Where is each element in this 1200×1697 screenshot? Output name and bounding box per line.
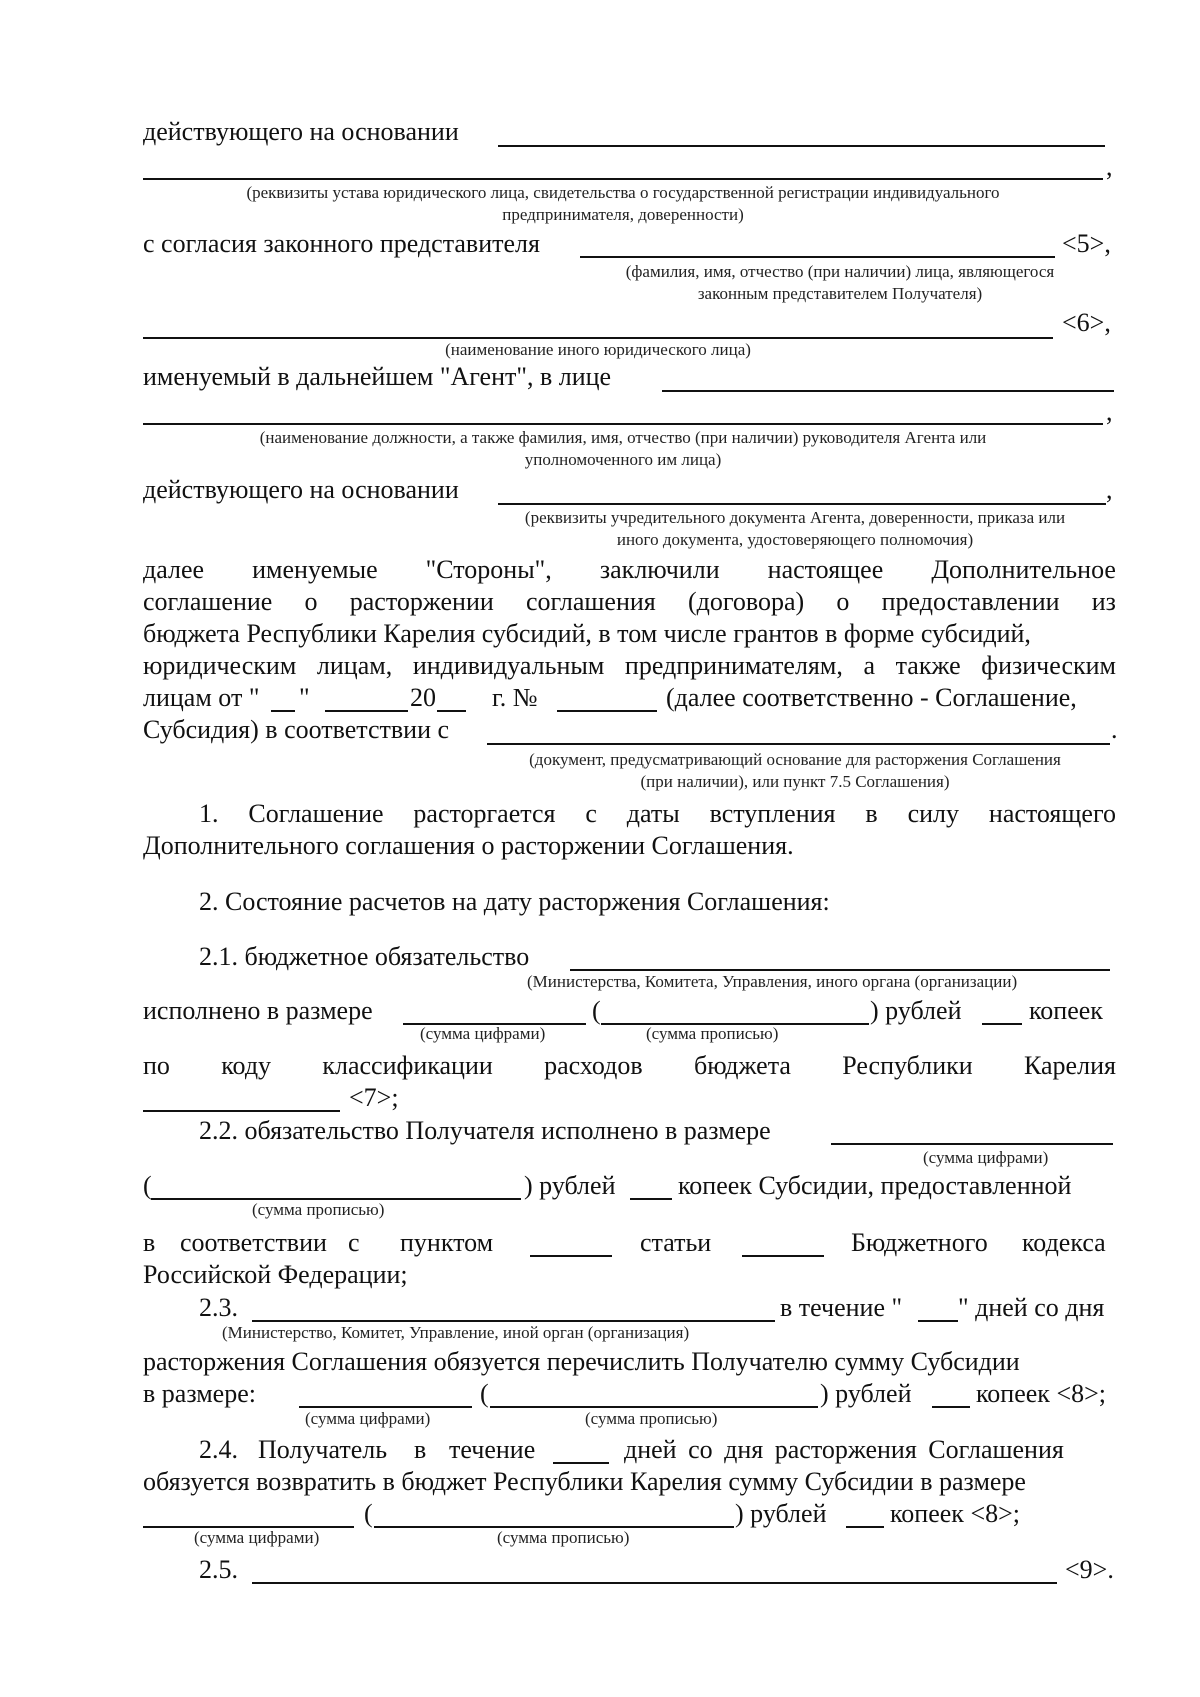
kopecks-subsidy-text: копеек Субсидии, предоставленной	[678, 1171, 1072, 1200]
word: а	[863, 651, 875, 680]
art-g: кодекса	[1022, 1228, 1106, 1257]
basis-field[interactable]	[498, 145, 1105, 147]
art-f: Бюджетного	[851, 1228, 988, 1257]
date-quote: "	[299, 683, 310, 712]
art-e: статьи	[640, 1228, 712, 1257]
caption-words: (сумма прописью)	[646, 1024, 779, 1043]
word: вступления	[709, 799, 836, 828]
clause-2-3-label: 2.3.	[199, 1293, 238, 1322]
word: также	[895, 651, 961, 680]
caption-legal-rep-2: законным представителем Получателя)	[697, 284, 983, 303]
note-5: <5>,	[1062, 229, 1111, 258]
word: 1.	[199, 799, 219, 828]
word: (договора)	[687, 587, 805, 616]
word: о	[836, 587, 850, 616]
legal-rep-field[interactable]	[580, 256, 1055, 258]
preamble-line-4	[143, 651, 1116, 681]
caption-legal-rep-1: (фамилия, имя, отчество (при наличии) лица, являющегося	[625, 262, 1055, 281]
clause-2-2-label: 2.2. обязательство Получателя исполнено в размере	[199, 1116, 771, 1145]
word: именуемые	[252, 555, 378, 584]
agent-basis-field[interactable]	[498, 503, 1106, 505]
caption-digits: (сумма цифрами)	[420, 1024, 546, 1043]
days-label: " дней со дня	[958, 1293, 1105, 1322]
caption-charter: (реквизиты устава юридического лица, свидетельства о государственной регистрации индивидуального	[246, 183, 1000, 202]
authority-field-2[interactable]	[252, 1320, 775, 1322]
kopecks-field[interactable]	[982, 1023, 1022, 1025]
word: расторжении	[349, 587, 494, 616]
word: соглашение	[143, 587, 273, 616]
kopecks-field-4[interactable]	[846, 1526, 884, 1528]
kopecks-label: копеек	[1029, 996, 1103, 1025]
word: расторгается	[413, 799, 556, 828]
word: "Стороны",	[425, 555, 552, 584]
comma-2: ,	[1106, 397, 1113, 426]
word: настоящего	[988, 799, 1116, 828]
caption-basis-1: (документ, предусматривающий основание для расторжения Соглашения	[529, 750, 1061, 769]
word: в	[865, 799, 878, 828]
other-provisions-field[interactable]	[252, 1582, 1057, 1584]
year-prefix: 20	[410, 683, 436, 712]
word: далее	[143, 555, 205, 584]
transfer-amount-words-field[interactable]	[490, 1406, 818, 1408]
budget-code-line	[143, 1051, 1116, 1081]
word: Соглашение	[248, 799, 384, 828]
clause-2-1-label: 2.1. бюджетное обязательство	[199, 942, 530, 971]
transfer-amount-digits-field[interactable]	[299, 1406, 472, 1408]
rubles-label-2: ) рублей	[524, 1171, 616, 1200]
open-paren-3: (	[480, 1379, 489, 1408]
article-number-field[interactable]	[742, 1255, 824, 1257]
word: Карелия	[1024, 1051, 1116, 1080]
word: индивидуальным	[412, 651, 605, 680]
return-days-field[interactable]	[553, 1462, 609, 1464]
rubles-label: ) рублей	[870, 996, 962, 1025]
word: из	[1091, 587, 1116, 616]
c24-b: Получатель	[258, 1435, 388, 1464]
agent-head-field[interactable]	[143, 423, 1103, 425]
note-6: <6>,	[1062, 308, 1111, 337]
comma-3: ,	[1106, 475, 1113, 504]
date-prefix: лицам от "	[143, 683, 260, 712]
basis-label: действующего на основании	[143, 117, 459, 146]
authority-field[interactable]	[570, 969, 1110, 971]
open-paren: (	[592, 996, 601, 1025]
word: расходов	[544, 1051, 643, 1080]
kopecks-note-8: копеек <8>;	[976, 1379, 1106, 1408]
art-d: пунктом	[400, 1228, 494, 1257]
comma: ,	[1106, 152, 1113, 181]
art-a: в	[143, 1228, 156, 1257]
basis-doc-label: Субсидия) в соответствии с	[143, 715, 450, 744]
kopecks-field-2[interactable]	[630, 1198, 672, 1200]
month-field[interactable]	[325, 710, 408, 712]
art-c: с	[348, 1228, 360, 1257]
kopecks-field-3[interactable]	[932, 1406, 970, 1408]
word: Республики	[842, 1051, 973, 1080]
word: Дополнительное	[931, 555, 1116, 584]
word: классификации	[322, 1051, 493, 1080]
day-field[interactable]	[271, 710, 295, 712]
c24-e: дней со дня расторжения Соглашения	[624, 1435, 1064, 1464]
caption-charter-2: предпринимателя, доверенности)	[502, 205, 744, 224]
caption-authority: (Министерства, Комитета, Управления, иного органа (организации)	[527, 972, 1018, 991]
number-label: г. №	[492, 683, 538, 712]
word: бюджета	[693, 1051, 791, 1080]
period: .	[1111, 715, 1118, 744]
basis-label-2: действующего на основании	[143, 475, 459, 504]
within-label: в течение "	[780, 1293, 903, 1322]
days-field[interactable]	[918, 1320, 958, 1322]
clause-1-line-2: Дополнительного соглашения о расторжении Соглашения.	[143, 831, 794, 860]
word: предпринимателям,	[624, 651, 843, 680]
other-entity-field[interactable]	[143, 337, 1053, 339]
word: заключили	[599, 555, 720, 584]
clause-2-heading: 2. Состояние расчетов на дату расторжения Соглашения:	[199, 887, 830, 916]
note-7: <7>;	[349, 1083, 399, 1112]
agreement-number-field[interactable]	[557, 710, 657, 712]
caption-digits-2: (сумма цифрами)	[923, 1148, 1049, 1167]
clause-1-line-1	[199, 799, 1116, 829]
c24-c: в	[414, 1435, 427, 1464]
word: лицам,	[316, 651, 393, 680]
clause-2-4-line-2: обязуется возвратить в бюджет Республики Карелия сумму Субсидии в размере	[143, 1467, 1026, 1496]
word: о	[304, 587, 318, 616]
budget-code-field[interactable]	[143, 1110, 340, 1112]
consent-label: с согласия законного представителя	[143, 229, 540, 258]
caption-agent-doc-2: иного документа, удостоверяющего полномочия)	[616, 530, 974, 549]
word: даты	[626, 799, 680, 828]
word: по	[143, 1051, 170, 1080]
clause-2-3-line-2: расторжения Соглашения обязуется перечислить Получателю сумму Субсидии	[143, 1347, 1020, 1376]
date-suffix: (далее соответственно - Соглашение,	[666, 683, 1077, 712]
word: юридическим	[143, 651, 297, 680]
caption-basis-2: (при наличии), или пункт 7.5 Соглашения)	[640, 772, 950, 791]
agent-label: именуемый в дальнейшем "Агент", в лице	[143, 362, 612, 391]
caption-agent-head-2: уполномоченного им лица)	[524, 450, 722, 469]
c24-a: 2.4.	[199, 1435, 238, 1464]
word: коду	[221, 1051, 272, 1080]
caption-agent-head-1: (наименование должности, а также фамилия, имя, отчество (при наличии) руководителя Агента или	[259, 428, 987, 447]
preamble-line-2	[143, 587, 1116, 617]
word: силу	[907, 799, 960, 828]
paragraph-number-field[interactable]	[530, 1255, 612, 1257]
word: настоящее	[767, 555, 884, 584]
caption-digits-3: (сумма цифрами)	[305, 1409, 431, 1428]
caption-authority-2: (Министерство, Комитет, Управление, иной орган (организация)	[222, 1323, 690, 1342]
caption-words-2: (сумма прописью)	[252, 1200, 385, 1219]
note-9: <9>.	[1065, 1555, 1114, 1584]
caption-other-entity: (наименование иного юридического лица)	[445, 340, 751, 359]
executed-label: исполнено в размере	[143, 996, 373, 1025]
charter-details-field[interactable]	[143, 178, 1103, 180]
year-field[interactable]	[437, 710, 466, 712]
open-paren-4: (	[364, 1499, 373, 1528]
caption-digits-4: (сумма цифрами)	[194, 1528, 320, 1547]
rubles-label-4: ) рублей	[735, 1499, 827, 1528]
rubles-label-3: ) рублей	[820, 1379, 912, 1408]
caption-words-3: (сумма прописью)	[585, 1409, 718, 1428]
word: предоставлении	[881, 587, 1060, 616]
amount-label: в размере:	[143, 1379, 256, 1408]
caption-agent-doc-1: (реквизиты учредительного документа Агента, доверенности, приказа или	[524, 508, 1066, 527]
termination-basis-field[interactable]	[487, 743, 1110, 745]
caption-words-4: (сумма прописью)	[497, 1528, 630, 1547]
agent-representative-field[interactable]	[662, 390, 1114, 392]
preamble-line-1	[143, 555, 1116, 585]
c24-d: течение	[449, 1435, 536, 1464]
preamble-line-3: бюджета Республики Карелия субсидий, в том числе грантов в форме субсидий,	[143, 619, 1031, 648]
federation-line: Российской Федерации;	[143, 1260, 408, 1289]
clause-2-5-label: 2.5.	[199, 1555, 238, 1584]
open-paren-2: (	[143, 1171, 152, 1200]
recipient-amount-digits-field[interactable]	[831, 1143, 1113, 1145]
art-b: соответствии	[180, 1228, 327, 1257]
word: с	[585, 799, 597, 828]
kopecks-note-8-2: копеек <8>;	[890, 1499, 1020, 1528]
word: физическим	[981, 651, 1116, 680]
word: соглашения	[526, 587, 656, 616]
